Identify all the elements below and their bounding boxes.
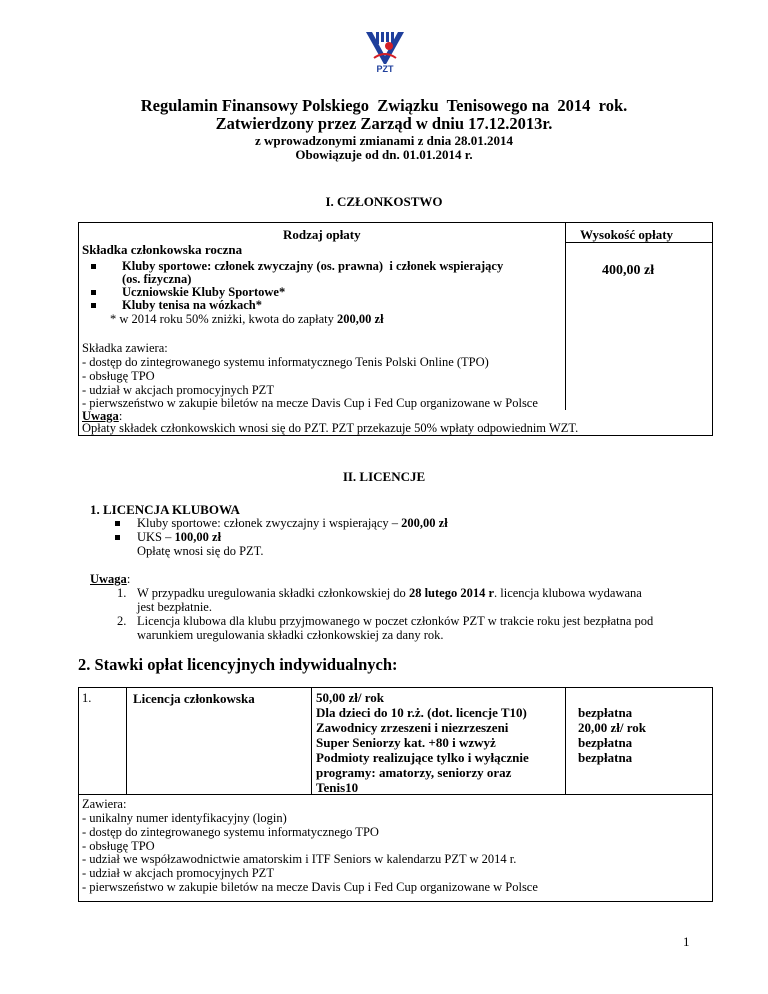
rate-price: bezpłatna <box>578 750 633 765</box>
club-licence-item-2: UKS – 100,00 zł <box>137 530 222 544</box>
rate-item: 50,00 zł/ rok <box>316 690 385 705</box>
licence-note-1-cont: jest bezpłatnie. <box>137 600 212 614</box>
membership-table-row-line <box>565 242 713 243</box>
licence-note-2-cont: warunkiem uregulowania składki członkowskiej za dany rok. <box>137 628 444 642</box>
table-divider <box>311 687 312 794</box>
rate-item: Zawodnicy zrzeszeni i niezrzeszeni <box>316 720 509 735</box>
membership-bullet-2: Uczniowskie Kluby Sportowe* <box>122 285 286 299</box>
club-licence-note: Opłatę wnosi się do PZT. <box>137 544 264 558</box>
bullet <box>91 303 96 308</box>
membership-row-title: Składka członkowska roczna <box>82 242 243 257</box>
rate-item: Tenis10 <box>316 780 359 795</box>
pzt-logo <box>360 28 410 78</box>
document-subtitle-line1: z wprowadzonymi zmianami z dnia 28.01.2014 <box>255 133 513 148</box>
rate-item: programy: amatorzy, seniorzy oraz <box>316 765 512 780</box>
licence-contains-item: - udział we współzawodnictwie amatorskim i ITF Seniors w kalendarzu PZT w 2014 r. <box>82 852 517 866</box>
membership-bullet-1-cont: (os. fizyczna) <box>122 272 192 286</box>
licence-contains-item: - udział w akcjach promocyjnych PZT <box>82 866 274 880</box>
deadline-date: 28 lutego 2014 r <box>408 586 494 600</box>
licence-contains-title: Zawiera: <box>82 797 127 811</box>
discount-note-amount: 200,00 zł <box>337 312 384 326</box>
rate-item: Podmioty realizujące tylko i wyłącznie <box>316 750 529 765</box>
fee-contains-item: - pierwszeństwo w zakupie biletów na mecze Davis Cup i Fed Cup organizowane w Polsce <box>82 396 538 410</box>
fee-contains-title: Składka zawiera: <box>82 341 168 355</box>
fee-contains-item: - udział w akcjach promocyjnych PZT <box>82 383 274 397</box>
licence-note-num-2: 2. <box>117 614 127 628</box>
bullet <box>91 290 96 295</box>
club-licence-item-1: Kluby sportowe: członek zwyczajny i wspierający – 200,00 zł <box>137 516 448 530</box>
fee-contains-item: - obsługę TPO <box>82 369 155 383</box>
logo-text: PZT <box>373 64 397 74</box>
col-header-fee-amount: Wysokość opłaty <box>580 227 674 242</box>
licence-note-1: W przypadku uregulowania składki członkowskiej do 28 lutego 2014 r. licencja klubowa wydawana <box>137 586 642 600</box>
club-licence-amount-2: 100,00 zł <box>174 530 222 544</box>
note-label: Uwaga <box>82 409 119 423</box>
table-row-line <box>78 794 713 795</box>
page-number: 1 <box>683 934 690 949</box>
table-divider <box>126 687 127 794</box>
membership-note: Uwaga: <box>82 409 123 423</box>
licence-contains-item: - unikalny numer identyfikacyjny (login) <box>82 811 287 825</box>
col-header-fee-type: Rodzaj opłaty <box>283 227 361 242</box>
bullet <box>115 535 120 540</box>
membership-bullet-3: Kluby tenisa na wózkach* <box>122 298 262 312</box>
club-licence-amount-1: 200,00 zł <box>401 516 448 530</box>
document-subtitle-line2: Obowiązuje od dn. 01.01.2014 r. <box>295 147 473 162</box>
licence-contains-item: - obsługę TPO <box>82 839 155 853</box>
membership-table-divider <box>565 222 566 410</box>
membership-fee-amount: 400,00 zł <box>602 263 655 278</box>
rate-price: bezpłatna <box>578 705 633 720</box>
rate-row-label: Licencja członkowska <box>133 691 255 706</box>
table-divider <box>565 687 566 794</box>
fee-contains-item: - dostęp do zintegrowanego systemu informatycznego Tenis Polski Online (TPO) <box>82 355 489 369</box>
rate-item: Super Seniorzy kat. +80 i wzwyż <box>316 735 496 750</box>
section-heading-licences: II. LICENCJE <box>342 469 426 484</box>
section-heading-membership: I. CZŁONKOSTWO <box>325 194 443 209</box>
bullet <box>115 521 120 526</box>
discount-note-text: * w 2014 roku 50% zniżki, kwota do zapłaty <box>110 312 338 326</box>
rate-item: Dla dzieci do 10 r.ż. (dot. licencje T10) <box>316 705 527 720</box>
club-licence-heading: 1. LICENCJA KLUBOWA <box>90 502 240 517</box>
licence-contains-item: - pierwszeństwo w zakupie biletów na mecze Davis Cup i Fed Cup organizowane w Polsce <box>82 880 538 894</box>
individual-rates-heading: 2. Stawki opłat licencyjnych indywidualnych: <box>78 655 398 674</box>
licence-note-num-1: 1. <box>117 586 127 600</box>
document-title-line1: Regulamin Finansowy Polskiego Związku Tenisowego na 2014 rok. <box>140 96 628 115</box>
bullet <box>91 264 96 269</box>
membership-bullet-1: Kluby sportowe: członek zwyczajny (os. prawna) i członek wspierający <box>122 259 504 273</box>
licence-note-label: Uwaga: <box>90 572 131 586</box>
rate-row-number: 1. <box>82 691 92 705</box>
membership-note-text: Opłaty składek członkowskich wnosi się do PZT. PZT przekazuje 50% wpłaty odpowiednim WZT. <box>82 421 579 435</box>
licence-note-2: Licencja klubowa dla klubu przyjmowanego w poczet członków PZT w trakcie roku jest bezpłatna pod <box>137 614 654 628</box>
rate-price: 20,00 zł/ rok <box>578 720 647 735</box>
membership-discount-note <box>110 312 384 327</box>
document-title-line2: Zatwierdzony przez Zarząd w dniu 17.12.2013r. <box>215 114 553 133</box>
licence-contains-item: - dostęp do zintegrowanego systemu informatycznego TPO <box>82 825 379 839</box>
rate-price: bezpłatna <box>578 735 633 750</box>
